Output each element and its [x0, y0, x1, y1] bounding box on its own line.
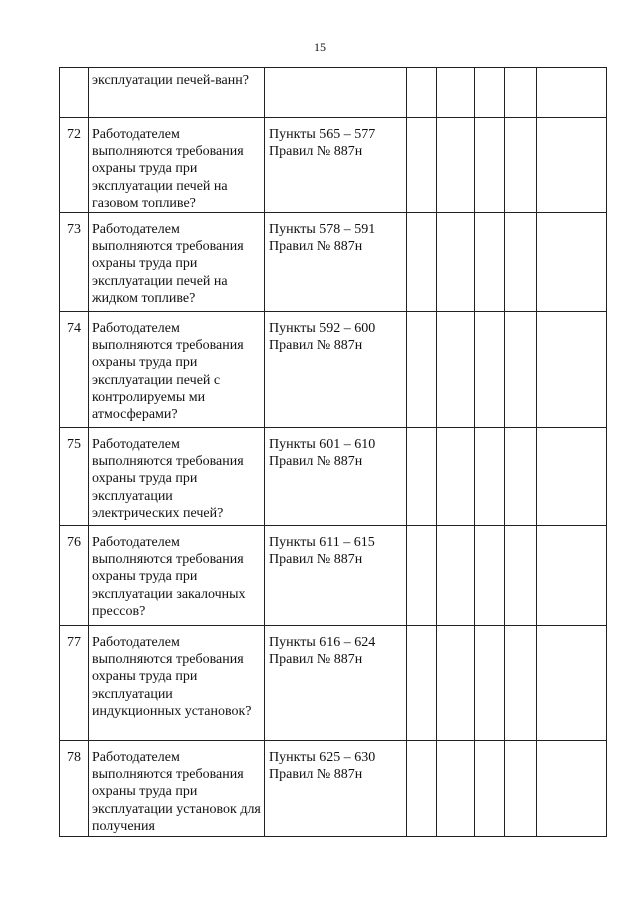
- checklist-table: [59, 67, 607, 837]
- answer-no-cell[interactable]: [437, 312, 475, 428]
- remarks-cell[interactable]: [537, 626, 607, 741]
- answer-no-cell[interactable]: [437, 68, 475, 118]
- requirement-question: Работодателем выполняются требования охраны труда при эксплуатации печей на жидком топливе?: [89, 213, 265, 312]
- answer-extra-cell[interactable]: [505, 741, 537, 837]
- remarks-cell[interactable]: [537, 312, 607, 428]
- answer-extra-cell[interactable]: [505, 118, 537, 213]
- requirement-question: Работодателем выполняются требования охраны труда при эксплуатации печей с контролируемы ми атмосферами?: [89, 312, 265, 428]
- answer-na-cell[interactable]: [475, 741, 505, 837]
- regulation-reference: Пункты 601 – 610 Правил № 887н: [265, 428, 407, 526]
- table-row: [60, 118, 607, 213]
- answer-extra-cell[interactable]: [505, 312, 537, 428]
- requirement-question: Работодателем выполняются требования охраны труда при эксплуатации печей на газовом топливе?: [89, 118, 265, 213]
- row-number: 77: [60, 626, 89, 741]
- answer-extra-cell[interactable]: [505, 213, 537, 312]
- regulation-reference: Пункты 565 – 577 Правил № 887н: [265, 118, 407, 213]
- question-text: эксплуатации печей-ванн?: [92, 73, 249, 88]
- answer-yes-cell[interactable]: [407, 626, 437, 741]
- regulation-reference: Пункты 578 – 591 Правил № 887н: [265, 213, 407, 312]
- regulation-reference: Пункты 592 – 600 Правил № 887н: [265, 312, 407, 428]
- answer-no-cell[interactable]: [437, 626, 475, 741]
- answer-no-cell[interactable]: [437, 526, 475, 626]
- answer-yes-cell[interactable]: [407, 312, 437, 428]
- answer-na-cell[interactable]: [475, 213, 505, 312]
- regulation-reference: [265, 68, 407, 118]
- answer-yes-cell[interactable]: [407, 741, 437, 837]
- answer-yes-cell[interactable]: [407, 118, 437, 213]
- answer-extra-cell[interactable]: [505, 428, 537, 526]
- regulation-reference: Пункты 611 – 615 Правил № 887н: [265, 526, 407, 626]
- answer-na-cell[interactable]: [475, 68, 505, 118]
- table-row: [60, 741, 607, 837]
- answer-extra-cell[interactable]: [505, 626, 537, 741]
- answer-no-cell[interactable]: [437, 741, 475, 837]
- answer-yes-cell[interactable]: [407, 68, 437, 118]
- answer-no-cell[interactable]: [437, 428, 475, 526]
- remarks-cell[interactable]: [537, 526, 607, 626]
- answer-na-cell[interactable]: [475, 526, 505, 626]
- answer-yes-cell[interactable]: [407, 526, 437, 626]
- page-number: 15: [314, 40, 326, 54]
- answer-na-cell[interactable]: [475, 626, 505, 741]
- table-row: [60, 213, 607, 312]
- answer-extra-cell[interactable]: [505, 68, 537, 118]
- answer-extra-cell[interactable]: [505, 526, 537, 626]
- answer-yes-cell[interactable]: [407, 213, 437, 312]
- remarks-cell[interactable]: [537, 741, 607, 837]
- remarks-cell[interactable]: [537, 213, 607, 312]
- row-number: 72: [60, 118, 89, 213]
- answer-no-cell[interactable]: [437, 118, 475, 213]
- row-number: 74: [60, 312, 89, 428]
- table-row: [60, 312, 607, 428]
- row-number: 75: [60, 428, 89, 526]
- answer-na-cell[interactable]: [475, 428, 505, 526]
- row-number: 78: [60, 741, 89, 837]
- remarks-cell[interactable]: [537, 118, 607, 213]
- answer-na-cell[interactable]: [475, 312, 505, 428]
- requirement-question: Работодателем выполняются требования охраны труда при эксплуатации индукционных установок?: [89, 626, 265, 741]
- answer-yes-cell[interactable]: [407, 428, 437, 526]
- table-row: [60, 626, 607, 741]
- answer-na-cell[interactable]: [475, 118, 505, 213]
- answer-no-cell[interactable]: [437, 213, 475, 312]
- regulation-reference: Пункты 625 – 630 Правил № 887н: [265, 741, 407, 837]
- row-number: 73: [60, 213, 89, 312]
- regulation-reference: Пункты 616 – 624 Правил № 887н: [265, 626, 407, 741]
- table-row: [60, 526, 607, 626]
- requirement-question: Работодателем выполняются требования охраны труда при эксплуатации электрических печей?: [89, 428, 265, 526]
- table-row: [60, 428, 607, 526]
- remarks-cell[interactable]: [537, 428, 607, 526]
- requirement-question: Работодателем выполняются требования охраны труда при эксплуатации установок для получения: [89, 741, 265, 837]
- requirement-question: Работодателем выполняются требования охраны труда при эксплуатации закалочных прессов?: [89, 526, 265, 626]
- row-number: [60, 68, 89, 118]
- table-row: [60, 68, 607, 118]
- row-number: 76: [60, 526, 89, 626]
- requirement-question: [89, 68, 265, 118]
- remarks-cell[interactable]: [537, 68, 607, 118]
